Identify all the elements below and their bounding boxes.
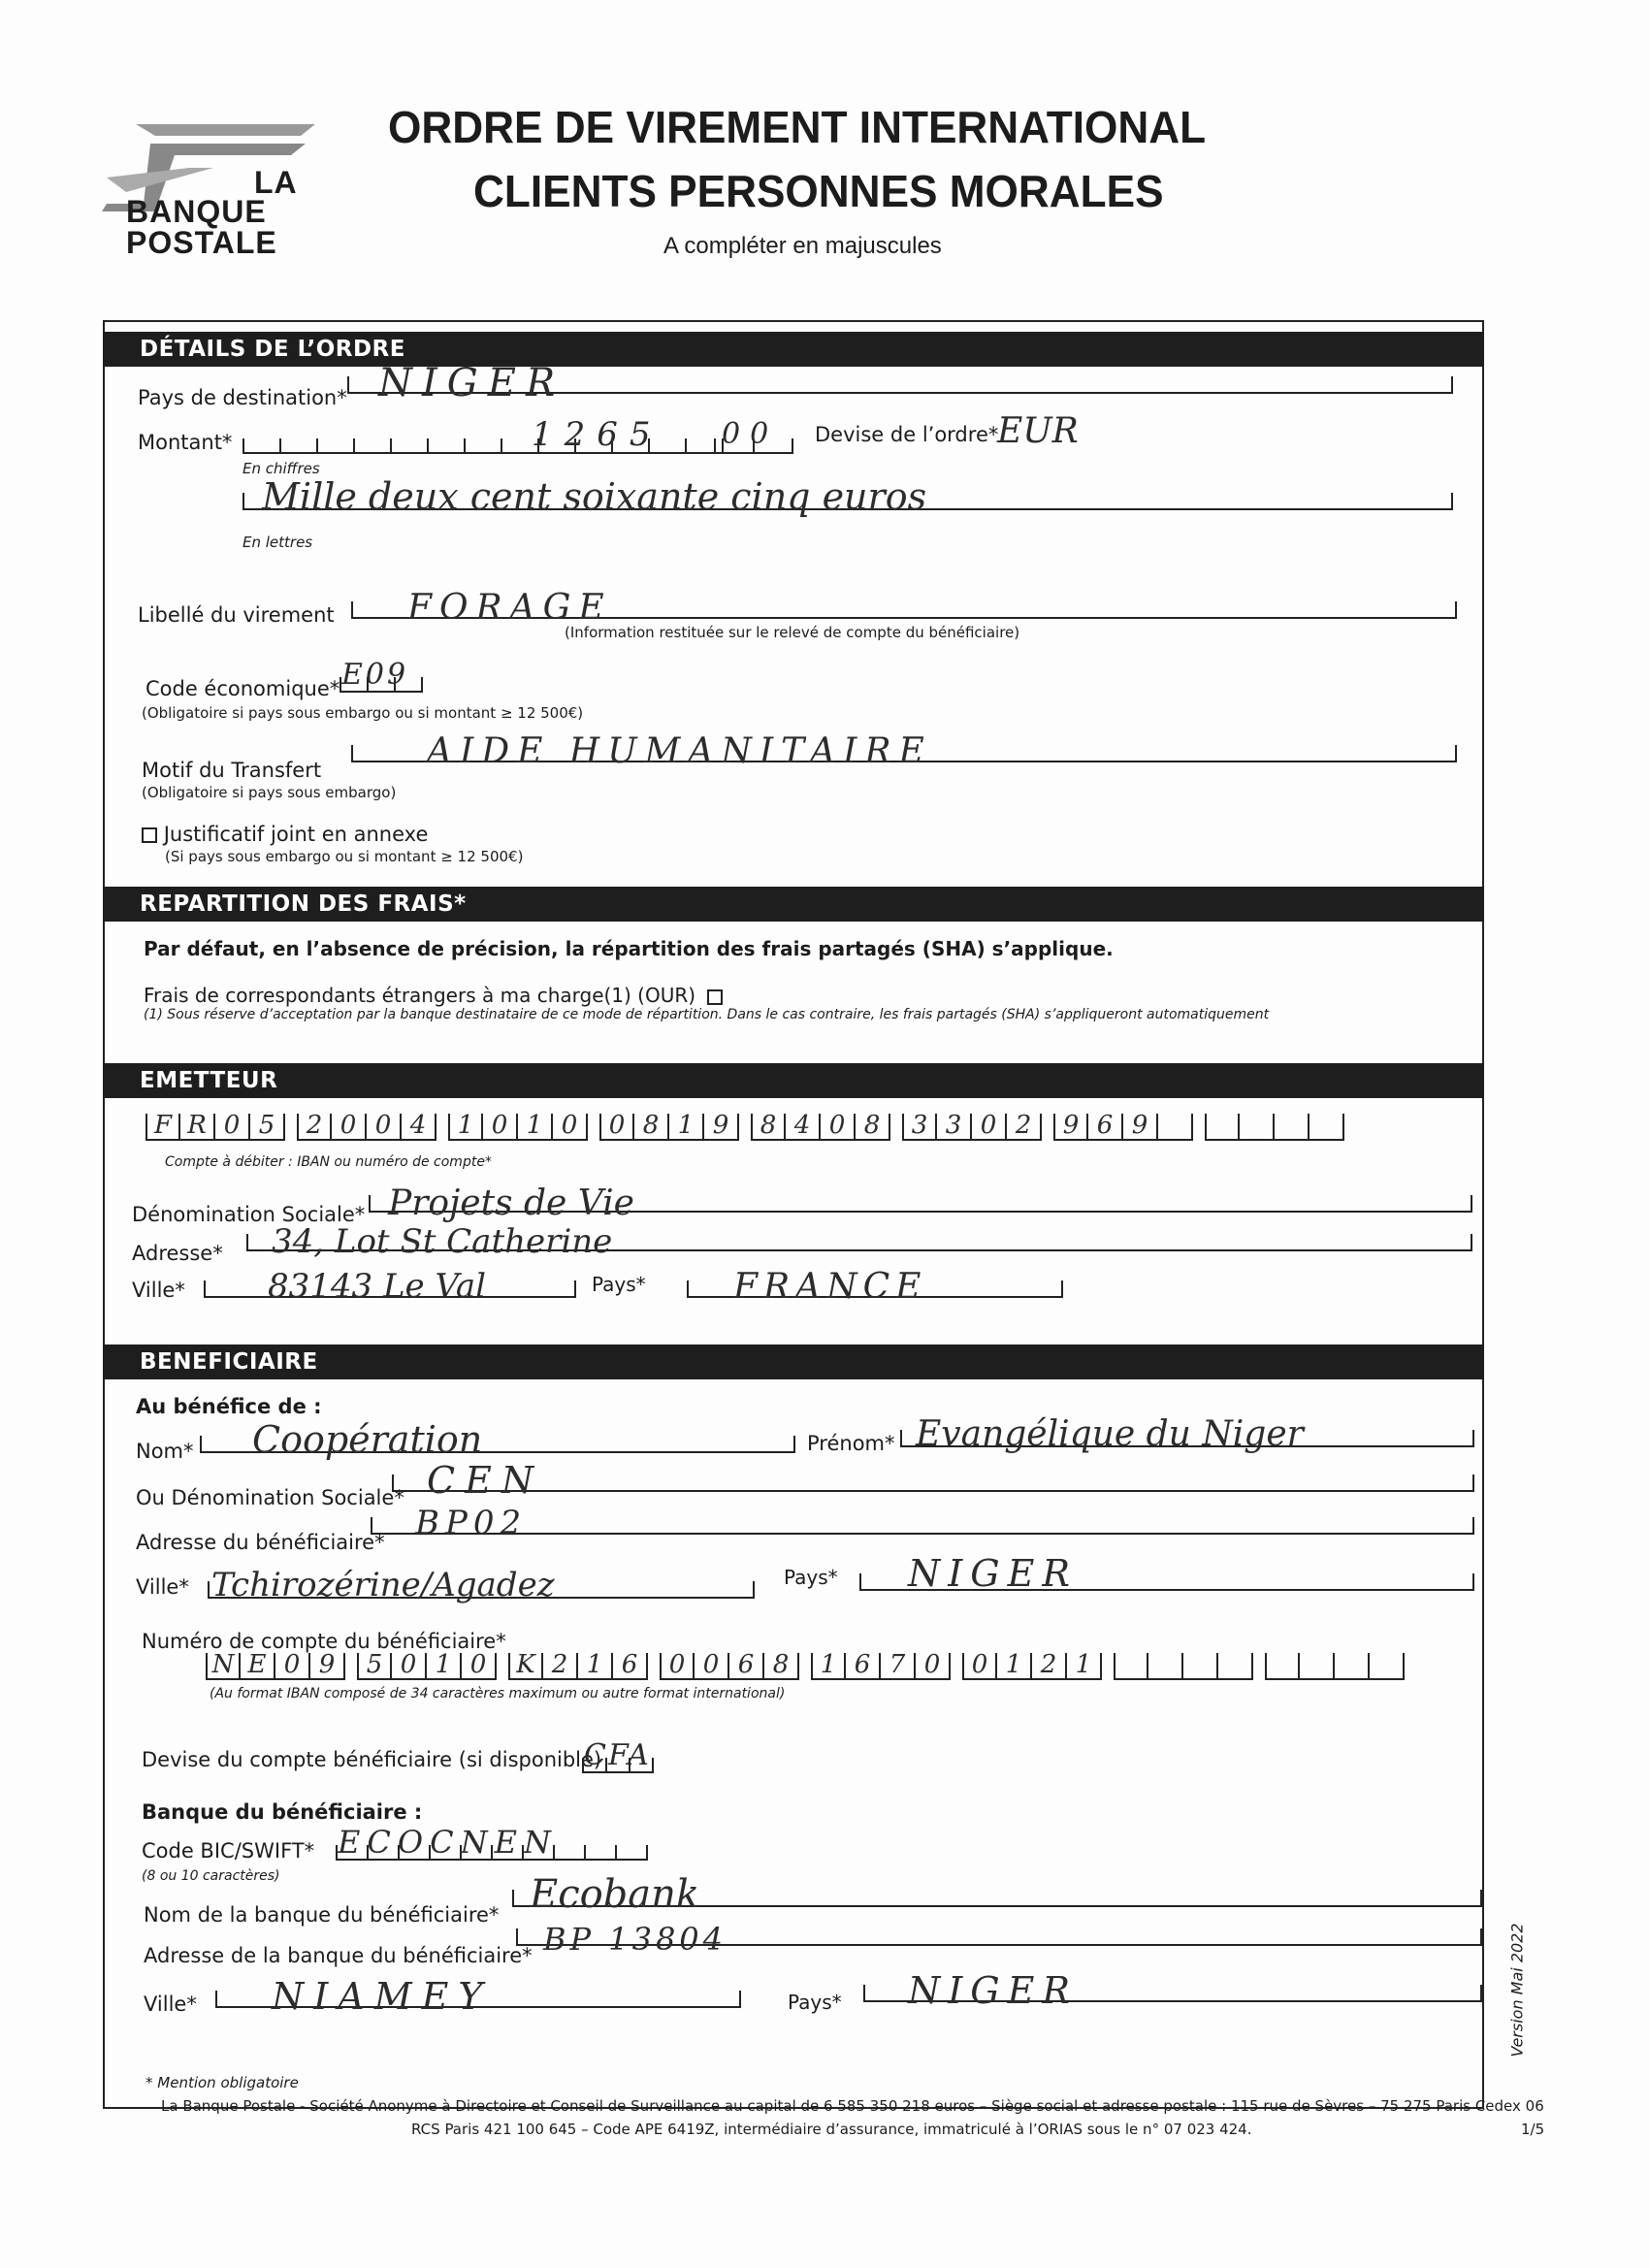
bic-value: ECOCNEN (338, 1824, 558, 1861)
iban-char-box: 2 (1007, 1114, 1042, 1139)
iban-char-box: 0 (483, 1114, 518, 1139)
iban-char-box: 8 (856, 1114, 890, 1139)
iban-char-box: 0 (462, 1653, 497, 1678)
iban-char-box: N (206, 1653, 241, 1678)
code-economique-value: E09 (341, 658, 409, 692)
iban-char-box: R (180, 1114, 215, 1139)
iban-group[interactable] (357, 1650, 497, 1680)
iban-group[interactable] (1265, 1653, 1405, 1680)
montant-cents-value: 00 (722, 417, 779, 451)
code-economique-label: Code économique* (146, 677, 340, 700)
banque-ville-value: NIAMEY (272, 1975, 493, 2018)
iban-char-box: 1 (578, 1653, 613, 1678)
benef-compte-note: (Au format IBAN composé de 34 caractères maximum ou autre format international) (210, 1686, 786, 1701)
iban-char-box (1158, 1114, 1193, 1139)
iban-char-box: 8 (751, 1114, 786, 1139)
iban-char-box: 0 (392, 1653, 427, 1678)
iban-char-box (1265, 1653, 1300, 1678)
iban-char-box (1310, 1114, 1344, 1139)
benef-prenom-label: Prénom* (807, 1432, 895, 1455)
iban-char-box: 5 (250, 1114, 285, 1139)
emetteur-adresse-value: 34, Lot St Catherine (272, 1222, 613, 1261)
iban-group[interactable] (206, 1650, 345, 1680)
banque-pays-label: Pays* (788, 1991, 842, 2014)
justificatif-checkbox[interactable] (142, 827, 157, 843)
libelle-note: (Information restituée sur le relevé de compte du bénéficiaire) (565, 624, 1020, 641)
iban-char-box: 0 (332, 1114, 367, 1139)
iban-char-box: 0 (367, 1114, 402, 1139)
iban-char-box: 7 (881, 1653, 916, 1678)
section-frais-header: REPARTITION DES FRAIS* (103, 887, 1484, 922)
iban-char-box: 0 (962, 1653, 997, 1678)
iban-char-box (1335, 1653, 1370, 1678)
iban-char-box (1218, 1653, 1253, 1678)
iban-char-box: 6 (1088, 1114, 1123, 1139)
logo-text-la: LA (254, 165, 298, 200)
libelle-label: Libellé du virement (138, 603, 335, 627)
iban-char-box: 0 (916, 1653, 951, 1678)
benef-denom-field[interactable] (392, 1474, 1474, 1492)
section-beneficiaire-header: BENEFICIAIRE (103, 1345, 1484, 1379)
frais-default-text: Par défaut, en l’absence de précision, la répartition des frais partagés (SHA) s’applique. (144, 937, 1114, 960)
benef-adresse-label: Adresse du bénéficiaire* (136, 1531, 385, 1554)
motif-note: (Obligatoire si pays sous embargo) (142, 784, 397, 801)
iban-char-box: 3 (937, 1114, 972, 1139)
benef-denom-value: CEN (427, 1459, 544, 1502)
montant-value: 1265 (532, 415, 663, 454)
iban-char-box: 3 (902, 1114, 937, 1139)
emetteur-ville-label: Ville* (132, 1279, 185, 1302)
iban-char-box: 9 (1053, 1114, 1088, 1139)
iban-char-box: 1 (811, 1653, 846, 1678)
banque-nom-label: Nom de la banque du bénéficiaire* (144, 1903, 500, 1927)
frais-note: (1) Sous réserve d’acceptation par la banque destinataire de ce mode de répartition. Dans le cas contraire, les frais partagés (SHA) s’appliqueront automatiquement (144, 1007, 1270, 1022)
benef-ville-value: Tchirozérine/Agadez (211, 1566, 555, 1604)
iban-char-box: 2 (543, 1653, 578, 1678)
iban-char-box: 9 (310, 1653, 345, 1678)
montant-chiffres-note: En chiffres (242, 460, 320, 477)
iban-char-box: 6 (613, 1653, 648, 1678)
devise-ordre-value[interactable]: EUR (997, 411, 1079, 451)
frais-our-row[interactable] (144, 984, 723, 1007)
emetteur-pays-label: Pays* (592, 1273, 646, 1296)
iban-char-box: 8 (764, 1653, 799, 1678)
iban-group[interactable] (448, 1111, 588, 1141)
iban-char-box (1300, 1653, 1335, 1678)
iban-char-box: 1 (997, 1653, 1032, 1678)
benef-adresse-field[interactable] (371, 1517, 1474, 1535)
page-instructions: A compléter en majuscules (663, 233, 942, 259)
iban-group[interactable] (962, 1650, 1102, 1680)
logo-text-postale: POSTALE (126, 225, 277, 260)
montant-lettres-value: Mille deux cent soixante cinq euros (262, 475, 927, 518)
iban-char-box: 0 (553, 1114, 588, 1139)
benef-compte-label: Numéro de compte du bénéficiaire* (142, 1630, 506, 1653)
iban-char-box: 4 (786, 1114, 821, 1139)
iban-group[interactable] (751, 1111, 890, 1141)
iban-group[interactable] (146, 1111, 285, 1141)
iban-char-box: 5 (357, 1653, 392, 1678)
iban-char-box: 2 (297, 1114, 332, 1139)
page-title: ORDRE DE VIREMENT INTERNATIONAL (388, 102, 1207, 152)
iban-char-box (1205, 1114, 1240, 1139)
iban-char-box: 0 (972, 1114, 1007, 1139)
benef-devise-value: CFA (584, 1738, 651, 1772)
benef-compte-field[interactable] (206, 1650, 1476, 1679)
iban-char-box: E (241, 1653, 275, 1678)
montant-label: Montant* (138, 431, 233, 454)
pays-destination-label: Pays de destination* (138, 386, 347, 409)
benef-devise-label: Devise du compte bénéficiaire (si disponible) (142, 1748, 602, 1771)
iban-char-box: 0 (660, 1653, 695, 1678)
iban-char-box: 1 (1067, 1653, 1102, 1678)
iban-char-box: 6 (846, 1653, 881, 1678)
iban-char-box: 6 (729, 1653, 764, 1678)
benef-denom-label: Ou Dénomination Sociale* (136, 1486, 404, 1509)
iban-char-box: 1 (518, 1114, 553, 1139)
justificatif-checkbox-row[interactable] (142, 823, 428, 846)
iban-char-box: 9 (704, 1114, 739, 1139)
libelle-value: FORAGE (407, 588, 612, 628)
iban-char-box: 2 (1032, 1653, 1067, 1678)
emetteur-iban-note: Compte à débiter : IBAN ou numéro de compte* (165, 1154, 492, 1170)
montant-lettres-note: En lettres (242, 534, 313, 551)
iban-char-box: 4 (402, 1114, 436, 1139)
benef-nom-value: Coopération (252, 1418, 483, 1461)
iban-char-box (1114, 1653, 1148, 1678)
iban-group[interactable] (902, 1111, 1042, 1141)
iban-char-box: 0 (695, 1653, 729, 1678)
benef-ville-label: Ville* (136, 1575, 189, 1599)
iban-group[interactable] (508, 1650, 648, 1680)
justificatif-note: (Si pays sous embargo ou si montant ≥ 12 500€) (165, 848, 524, 865)
footer-legal-1: La Banque Postale - Société Anonyme à Directoire et Conseil de Surveillance au capital de 6 585 350 218 euros – Siège social et adresse postale : 115 rue de Sèvres – 75 275 Paris Cedex 06 (161, 2097, 1544, 2115)
au-benefice-label: Au bénéfice de : (136, 1395, 322, 1418)
iban-char-box (1148, 1653, 1183, 1678)
pays-destination-value: NIGER (378, 361, 566, 405)
version-label: Version Mai 2022 (1507, 1923, 1527, 2057)
banque-benef-heading: Banque du bénéficiaire : (142, 1800, 423, 1824)
iban-char-box: 0 (599, 1114, 634, 1139)
iban-char-box: 0 (215, 1114, 250, 1139)
devise-ordre-label: Devise de l’ordre* (815, 423, 999, 446)
emetteur-iban-field[interactable] (146, 1111, 1432, 1140)
logo (97, 114, 320, 270)
page-number: 1/5 (1521, 2121, 1545, 2138)
emetteur-adresse-label: Adresse* (132, 1242, 223, 1265)
iban-char-box: 1 (427, 1653, 462, 1678)
benef-pays-label: Pays* (784, 1566, 838, 1589)
motif-label: Motif du Transfert (142, 759, 322, 782)
logo-text-banque: BANQUE (126, 194, 267, 229)
benef-prenom-value: Evangélique du Niger (916, 1414, 1304, 1454)
iban-char-box: F (146, 1114, 180, 1139)
iban-char-box: 1 (669, 1114, 704, 1139)
benef-pays-value: NIGER (908, 1552, 1078, 1595)
iban-char-box (1370, 1653, 1405, 1678)
iban-char-box: 1 (448, 1114, 483, 1139)
iban-group[interactable] (1053, 1111, 1193, 1141)
banque-ville-label: Ville* (144, 1993, 197, 2016)
iban-char-box: 0 (821, 1114, 856, 1139)
emetteur-denom-value: Projets de Vie (388, 1183, 634, 1223)
justificatif-label: Justificatif joint en annexe (163, 823, 429, 846)
motif-value: AIDE HUMANITAIRE (427, 731, 932, 771)
iban-group[interactable] (811, 1650, 951, 1680)
iban-char-box: K (508, 1653, 543, 1678)
frais-our-label: Frais de correspondants étrangers à ma charge(1) (OUR) (144, 984, 696, 1007)
emetteur-pays-value: FRANCE (733, 1267, 927, 1307)
emetteur-ville-value: 83143 Le Val (268, 1267, 487, 1306)
banque-adresse-label: Adresse de la banque du bénéficiaire* (144, 1944, 533, 1967)
mention-obligatoire: * Mention obligatoire (146, 2074, 299, 2091)
iban-char-box: 9 (1123, 1114, 1158, 1139)
frais-our-checkbox[interactable] (707, 989, 723, 1005)
iban-char-box: 8 (634, 1114, 669, 1139)
iban-group[interactable] (660, 1650, 799, 1680)
section-details-header: DÉTAILS DE L’ORDRE (103, 332, 1484, 367)
bic-note: (8 ou 10 caractères) (142, 1868, 280, 1884)
iban-char-box (1275, 1114, 1310, 1139)
iban-group[interactable] (1205, 1114, 1344, 1141)
emetteur-denom-label: Dénomination Sociale* (132, 1203, 366, 1226)
page-subtitle-main: CLIENTS PERSONNES MORALES (473, 166, 1164, 216)
section-emetteur-header: EMETTEUR (103, 1063, 1484, 1098)
benef-adresse-value: BP02 (415, 1504, 528, 1542)
benef-nom-label: Nom* (136, 1440, 194, 1463)
bic-label: Code BIC/SWIFT* (142, 1839, 315, 1863)
iban-group[interactable] (599, 1111, 739, 1141)
footer-legal-2: RCS Paris 421 100 645 – Code APE 6419Z, intermédiaire d’assurance, immatriculé à l’ORIAS sous le n° 07 023 424. (411, 2121, 1252, 2138)
banque-adresse-value: BP 13804 (543, 1921, 728, 1958)
iban-char-box: 0 (275, 1653, 310, 1678)
iban-group[interactable] (1114, 1653, 1253, 1680)
iban-group[interactable] (297, 1111, 436, 1141)
iban-char-box (1183, 1653, 1218, 1678)
banque-nom-value: Ecobank (530, 1872, 700, 1917)
banque-pays-value: NIGER (908, 1969, 1078, 2012)
iban-char-box (1240, 1114, 1275, 1139)
code-economique-note: (Obligatoire si pays sous embargo ou si montant ≥ 12 500€) (142, 704, 584, 722)
